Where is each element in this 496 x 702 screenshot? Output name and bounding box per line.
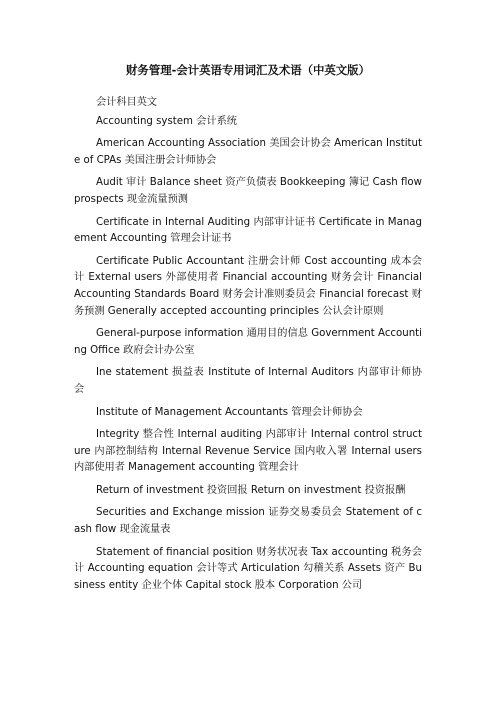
glossary-paragraph: Audit 审计 Balance sheet 资产负债表 Bookkeeping 簿记 Cash flow prospects 现金流量预测 (74, 177, 422, 205)
glossary-paragraph: Securities and Exchange mission 证券交易委员会 Statement of cash flow 现金流量表 (74, 507, 422, 536)
glossary-paragraph: Ine statement 损益表 Institute of Internal Auditors 内部审计师协会 (74, 367, 422, 395)
glossary-paragraph: Integrity 整合性 Internal auditing 内部审计 Internal control structure 内部控制结构 Internal Revenue Service 国内收入署 Internal users 内部使用者 Management accounting 管理会计 (74, 429, 422, 474)
glossary-paragraph: Return of investment 投资回报 Return on investment 投资报酬 (96, 484, 406, 496)
glossary-paragraph: Accounting system 会计系统 (96, 115, 237, 127)
glossary-paragraph: Certificate Public Accountant 注册会计师 Cost accounting 成本会计 External users 外部使用者 Financial accounting 财务会计 Financial Accounting Standards Board 财务会计准则委员会 Financial forecast 财务预测 Generally accepted accounting principles 公认会计原则 (74, 255, 422, 317)
glossary-paragraph: American Accounting Association 美国会计协会 American Institute of CPAs 美国注册会计师协会 (74, 138, 422, 166)
document-body (74, 95, 422, 594)
glossary-paragraph: Certificate in Internal Auditing 内部审计证书 Certificate in Management Accounting 管理会计证书 (74, 216, 422, 245)
glossary-paragraph: General-purpose information 通用目的信息 Government Accounting Office 政府会计办公室 (74, 328, 422, 356)
document-title: 财务管理-会计英语专用词汇及术语（中英文版） (126, 63, 370, 77)
glossary-paragraph: Institute of Management Accountants 管理会计师协会 (96, 406, 363, 418)
glossary-paragraph: Statement of financial position 财务状况表 Tax accounting 税务会计 Accounting equation 会计等式 Articulation 勾稽关系 Assets 资产 Business entity 企业个体 Capital stock 股本 Corporation 公司 (74, 546, 422, 591)
section-heading: 会计科目英文 (96, 97, 158, 108)
